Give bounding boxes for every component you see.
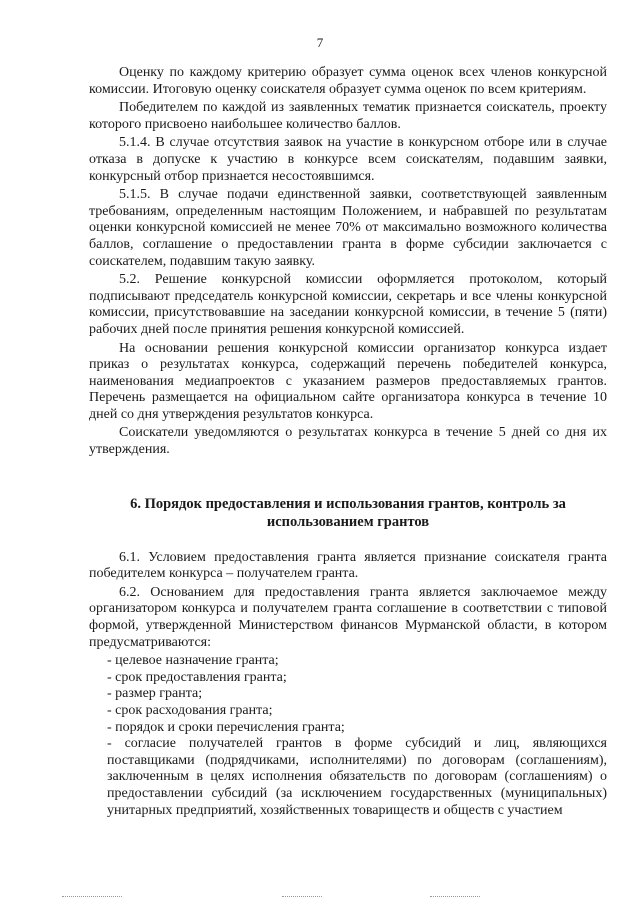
- list-item: - срок расходования гранта;: [107, 703, 273, 718]
- scan-edge-marks: [0, 895, 640, 899]
- section-6-heading: [89, 495, 607, 531]
- paragraph-5-1-4: 5.1.4. В случае отсутствия заявок на участие в конкурсном отборе или в случае отказа в допуске к участию в конкурсе всем соискателям, подавшим заявки, конкурсный отбор признается несостоявшимся.: [89, 135, 607, 184]
- paragraph-5-1-5: 5.1.5. В случае подачи единственной заявки, соответствующей заявленным требованиям, определенным настоящим Положением, и набравшей по результатам оценки конкурсной комиссией не менее 70% от максимально возможного количества баллов, соглашение о предоставлении гранта в форме субсидии заключается с соискателем, подавшим такую заявку.: [89, 187, 607, 269]
- section-6-heading-line2: использованием грантов: [266, 513, 430, 530]
- paragraph-6-1: 6.1. Условием предоставления гранта является признание соискателя гранта победителем конкурса – получателем гранта.: [89, 549, 607, 582]
- section-6-heading-line1: 6. Порядок предоставления и использования грантов, контроль за: [130, 495, 566, 512]
- list-item: - размер гранта;: [107, 686, 203, 702]
- list-item: - согласие получателей грантов в форме субсидий и лиц, являющихся поставщиками (подрядчиками, исполнителями) по договорам (соглашениям), заключенным в целях исполнения обязательств по договорам (соглашениям) о предоставлении субсидий (за исключением государственных (муниципальных) унитарных предприятий, хозяйственных товариществ и обществ с участием: [107, 736, 607, 818]
- list-item: - порядок и сроки перечисления гранта;: [107, 719, 345, 735]
- paragraph-order-results: На основании решения конкурсной комиссии организатор конкурса издает приказ о результатах конкурса, содержащий перечень победителей конкурса, наименования медиапроектов с указанием размеров предоставляемых грантов. Перечень размещается на официальном сайте организатора конкурса в течение 10 дней со дня утверждения результатов конкурса.: [89, 340, 607, 422]
- paragraph-5-2: 5.2. Решение конкурсной комиссии оформляется протоколом, который подписывают председатель конкурсной комиссии, секретарь и все члены конкурсной комиссии, присутствовавшие на заседании конкурсной комиссии, в течение 5 (пяти) рабочих дней после принятия решения конкурсной комиссией.: [89, 272, 607, 337]
- list-item: - срок предоставления гранта;: [107, 669, 287, 685]
- paragraph-notification: Соискатели уведомляются о результатах конкурса в течение 5 дней со дня их утверждения.: [89, 425, 607, 458]
- list-item: - целевое назначение гранта;: [107, 653, 279, 669]
- agreement-terms-list: [89, 653, 607, 819]
- document-body: [89, 65, 607, 819]
- paragraph-6-2: 6.2. Основанием для предоставления гранта является заключаемое между организатором конкурса и получателем гранта соглашение в соответствии с типовой формой, утвержденной Министерством финансов Мурманской области, в котором предусматриваются:: [89, 584, 607, 650]
- scan-mark: [430, 896, 480, 899]
- scan-mark: [62, 896, 122, 899]
- page-number: 7: [316, 35, 324, 50]
- scan-mark: [282, 896, 322, 899]
- paragraph-score-sum: Оценку по каждому критерию образует сумма оценок всех членов конкурсной комиссии. Итоговую оценку соискателя образует сумма оценок по всем критериям.: [89, 65, 607, 97]
- paragraph-winner: Победителем по каждой из заявленных тематик признается соискатель, проекту которого присвоено наибольшее количество баллов.: [89, 100, 607, 132]
